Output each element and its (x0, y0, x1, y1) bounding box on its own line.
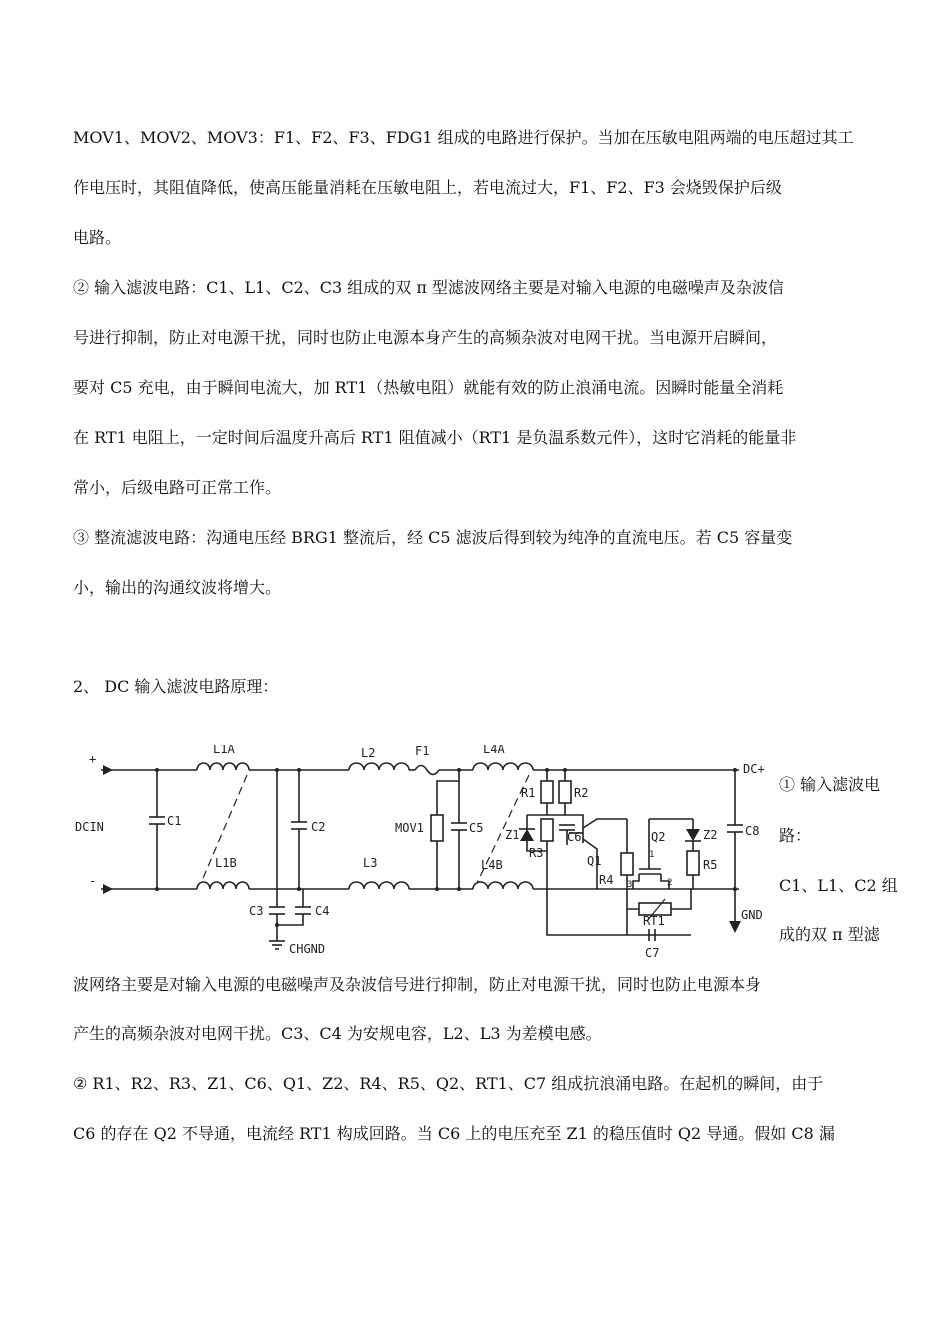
label-q2: Q2 (651, 830, 666, 844)
label-c1: C1 (167, 814, 182, 828)
label-l4a: L4A (483, 745, 505, 756)
label-c7: C7 (645, 946, 660, 960)
dc-input-filter-circuit-diagram (73, 745, 775, 967)
paragraph-line-10: 小，输出的沟通纹波将增大。 (73, 578, 282, 597)
label-r3: R3 (529, 846, 544, 860)
paragraph-line-8: 常小，后级电路可正常工作。 (73, 478, 282, 497)
label-r4: R4 (599, 873, 614, 887)
label-rt1: RT1 (643, 914, 665, 928)
label-c2: C2 (311, 820, 326, 834)
label-c5: C5 (469, 821, 484, 835)
paragraph-line-9: ③ 整流滤波电路：沟通电压经 BRG1 整流后，经 C5 滤波后得到较为纯净的直流电压。若 C5 容量变 (73, 528, 793, 547)
label-z2: Z2 (703, 828, 718, 842)
after-line-1: 波网络主要是对输入电源的电磁噪声及杂波信号进行抑制，防止对电源干扰，同时也防止电源本身 (73, 975, 762, 994)
paragraph-line-4: ② 输入滤波电路：C1、L1、C2、C3 组成的双 π 型滤波网络主要是对输入电源的电磁噪声及杂波信 (73, 278, 784, 297)
label-minus: - (89, 874, 97, 888)
label-r5: R5 (703, 858, 718, 872)
label-c4: C4 (315, 904, 330, 918)
paragraph-line-2: 作电压时，其阻值降低，使高压能量消耗在压敏电阻上，若电流过大，F1、F2、F3 会烧毁保护后级 (73, 178, 782, 197)
label-chgnd: CHGND (289, 942, 326, 956)
after-line-3: ② R1、R2、R3、Z1、C6、Q1、Z2、R4、R5、Q2、RT1、C7 组成抗浪涌电路。在起机的瞬间，由于 (73, 1074, 824, 1093)
side-text-1: ① 输入滤波电 (779, 775, 881, 794)
label-l1b: L1B (215, 856, 237, 870)
label-dcin: DCIN (75, 820, 104, 834)
after-line-4: C6 的存在 Q2 不导通，电流经 RT1 构成回路。当 C6 上的电压充至 Z1 的稳压值时 Q2 导通。假如 C8 漏 (73, 1124, 835, 1143)
side-text-3: C1、L1、C2 组 (779, 876, 898, 895)
label-plus: + (89, 752, 97, 766)
label-l4b: L4B (481, 858, 503, 872)
label-r1: R1 (521, 786, 536, 800)
label-q2-pin1: 1 (649, 850, 655, 860)
label-mov1: MOV1 (395, 821, 424, 835)
label-q1: Q1 (587, 854, 602, 868)
paragraph-line-7: 在 RT1 电阻上，一定时间后温度升高后 RT1 阻值减小（RT1 是负温系数元件），这时它消耗的能量非 (73, 428, 797, 447)
paragraph-line-1: MOV1、MOV2、MOV3：F1、F2、F3、FDG1 组成的电路进行保护。当加在压敏电阻两端的电压超过其工 (73, 128, 854, 147)
paragraph-line-6: 要对 C5 充电，由于瞬间电流大，加 RT1（热敏电阻）就能有效的防止浪涌电流。因瞬时能量全消耗 (73, 378, 784, 397)
side-text-2: 路： (779, 826, 812, 845)
paragraph-line-5: 号进行抑制，防止对电源干扰，同时也防止电源本身产生的高频杂波对电网干扰。当电源开启瞬间， (73, 328, 778, 347)
label-c3: C3 (249, 904, 264, 918)
label-c6: C6 (567, 830, 582, 844)
label-f1: F1 (415, 745, 430, 758)
label-r2: R2 (574, 786, 589, 800)
label-c8: C8 (745, 824, 760, 838)
label-l2: L2 (361, 746, 376, 760)
label-l1a: L1A (213, 745, 235, 756)
label-gnd: GND (741, 908, 763, 922)
side-text-4: 成的双 π 型滤 (779, 925, 880, 944)
label-dcplus: DC+ (743, 762, 765, 776)
after-line-2: 产生的高频杂波对电网干扰。C3、C4 为安规电容，L2、L3 为差模电感。 (73, 1024, 602, 1043)
label-l3: L3 (363, 856, 378, 870)
label-z1: Z1 (505, 828, 520, 842)
label-q2-pin3: 3 (627, 880, 633, 890)
section-heading: 2、 DC 输入滤波电路原理： (73, 677, 279, 696)
label-q2-pin2: 2 (667, 878, 673, 888)
paragraph-line-3: 电路。 (73, 228, 122, 247)
